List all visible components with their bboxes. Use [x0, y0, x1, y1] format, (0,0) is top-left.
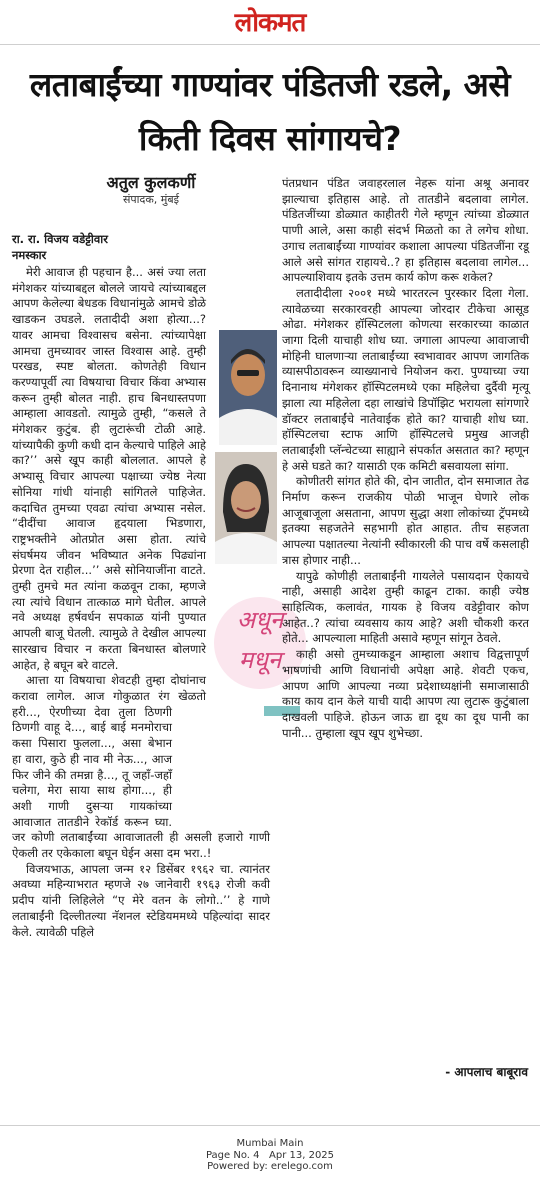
right-column [282, 176, 529, 741]
page-date: Page No. 4 Apr 13, 2025 [205, 1149, 335, 1161]
salutation [12, 232, 267, 263]
article-headline: लताबाईंच्या गाण्यांवर पंडितजी रडले, असे किती दिवस सांगायचे? [29, 65, 511, 158]
addressee: रा. रा. विजय वडेट्टीवार [12, 232, 108, 246]
signoff: - आपलाच बाबूराव [445, 1065, 528, 1079]
byline [26, 173, 276, 207]
masthead [0, 8, 540, 38]
paragraph: विजयभाऊ, आपला जन्म १२ डिसेंबर १९६२ चा. त्यानंतर अवघ्या महिन्याभरात म्हणजे २७ जानेवारी १९६३ रोजी कवी प्रदीप यांनी लिहिलेले “ए मेरे वतन के लोगो..’’ हे गाणे लताबाईंनी दिल्लीतल्या नॅशनल स्टेडियममध्ये पहिल्यांदा सादर केले. त्यावेळी पहिले [12, 861, 270, 939]
paragraph: यापुढे कोणीही लताबाईंनी गायलेले पसायदान ऐकायचे नाही, असाही आदेश तुम्ही काढून टाका. काही ज्येष्ठ साहित्यिक, कलावंत, गायक हे विजय वडेट्टीवार कोण आहेत..? त्यांचा व्यवसाय काय आहे? अशी चौकशी करत होते... आपल्याला माहिती असावे म्हणून सांगून ठेवले. [282, 568, 529, 646]
powered-by: Powered by: erelego.com [207, 1161, 333, 1172]
paragraph: आत्ता या विषयाचा शेवटही तुम्हा दोघांनाच करावा लागेल. आज गोकुळात रंग खेळतो हरी..., ऐरणीच्या देवा तुला ठिणगी ठिणगी वाहू दे..., बाई बाई मनमोराचा कसा पिसारा फुलला..., असा बेभान हा वारा, कुठे ही नाव मी नेऊ..., आज फिर जीने की तमन्ना है..., तू जहाँ-जहाँ चलेगा, मेरा साया साथ होगा..., ही अशी गाणी दुसऱ्या गायकांच्या आवाजात तातडीने रेकॉर्ड करून घ्या. जर कोणी लताबाईंच्या आवाजातली ही असली हजारो गाणी ऐकली तर एकेकाला बघून घेईन असा दम भरा..! [12, 673, 270, 861]
paragraph: लतादीदीला २००१ मध्ये भारतरत्न पुरस्कार दिला गेला. त्यावेळच्या सरकारवरही आपल्या जोरदार टीकेचा आसूड ओढा. मंगेशकर हॉस्पिटलला कोणत्या सरकारच्या काळात जागा दिली याचाही शोध घ्या. जगाला आपल्या आवाजाची मोहिनी घालणाऱ्या लताबाईंच्या स्वभावावर आपण जागतिक व्यासपीठावरून व्याख्यानाचे नियोजन करा. पुण्याच्या ज्या दिनानाथ मंगेशकर हॉस्पिटलमध्ये एका महिलेचा दुर्दैवी मृत्यू झाला त्या महिलेला दहा लाखांचे डिपॉझिट भरायला सांगणारे डॉक्टर लताबाईंचे नातेवाईक होते का? याचाही शोध घ्या. हॉस्पिटलचा स्टाफ आणि हॉस्पिटलचे प्रमुख आजही लताबाईंशी प्लॅन्चेटच्या साह्याने संपर्कात असतात का? म्हणून हे असे घडते का? यासाठी एक कमिटी बसवायला सांगा. [282, 285, 529, 473]
author-role: संपादक, मुंबई [122, 193, 180, 206]
column-title: अधून मधून [236, 606, 284, 674]
footer-divider [0, 1125, 540, 1126]
photo-spacer [206, 327, 270, 717]
page-footer [0, 1138, 540, 1173]
paragraph: कोणीतरी सांगत होते की, दोन जातीत, दोन समाजात तेढ निर्माण करून राजकीय पोळी भाजून घेणारे लोक आजूबाजूला असताना, आपण सुद्धा अशा लोकांच्या ट्रॅपमध्ये इतक्या सहजतेने सहभागी होत आहात. तीच सहजता आपल्या पक्षातल्या नेत्यांनी स्वीकारली की पाच वर्षे कसलाही त्रास होणार नाही... [282, 474, 529, 567]
left-column [12, 265, 270, 940]
paragraph: काही असो तुमच्याकडून आम्हाला अशाच विद्वत्तापूर्ण भाषणांची आणि विधानांची अपेक्षा आहे. शेवटी एकच, आपण आणि आपल्या नव्या प्रदेशाध्यक्षांनी समाजासाठी काय काय दान केले याची यादी आपण त्या लुटारू कुटुंबाला दाखवली पाहिजे. होऊन जाऊ द्या दूध का दूध पानी का पानी... तुम्हाला खूप खूप शुभेच्छा. [282, 647, 529, 740]
paragraph: मेरी आवाज ही पहचान है... असं ज्या लता मंगेशकर यांच्याबद्दल बोलले जायचे त्यांच्याबद्दल आपण केलेल्या बेधडक विधानांमुळे आमचे डोळे खाडकन उघडले. लतादीदी अशा होत्या...? यावर आमचा विश्वासच बसेना. त्यांच्यापेक्षा आमचा तुमच्यावर जास्त विश्वास आहे. तुम्ही परखड, स्पष्ट बोलता. कोणतेही विधान करण्यापूर्वी त्या विषयाचा विचार किंवा अभ्यास करून तुम्ही बोलत नाही. हाच बिनधास्तपणा आम्हाला आवडतो. त्यामुळे तुम्ही, “कसले ते मंगेशकर कुटुंब. ही लुटारूंची टोळी आहे. यांच्यापैकी कुणी कधी दान केल्याचे पाहिले आहे का?’’ असे खूप काही बोललात. आपले हे अभ्यासू विचार आपल्या पक्षाच्या ज्येष्ठ नेत्या सोनिया गांधी यांनाही सांगितले पाहिजेत. कदाचित तुमच्या एवढा त्यांचा अभ्यास नसेल. “दीदींचा आवाज हृदयाला भिडणारा, राष्ट्रभक्तीने ओतप्रोत असा होता. त्यांचे संघर्षमय जीवन भविष्यात अनेक पिढ्यांना प्रेरणा देत राहील...’’ असे सोनियाजींना वाटते. तुम्ही तुमचे मत त्यांना कळवून टाका, म्हणजे त्या त्यांचे विधान तात्काळ मागे घेतील. आपले नवे अध्यक्ष हर्षवर्धन सपकाळ यांनी पुण्यात आपली बाजू घेतली. त्यामुळे ते देखील आपल्या सारखाच विचार न करता बिनधास्त बोलणारे आहेत, हे बघून बरे वाटले. [12, 265, 206, 672]
graphic-spacer [172, 717, 270, 817]
edition-name: Mumbai Main [236, 1138, 304, 1149]
newspaper-logo: लोकमत [234, 8, 306, 38]
masthead-divider [0, 44, 540, 45]
paragraph: पंतप्रधान पंडित जवाहरलाल नेहरू यांना अश्रू अनावर झाल्याचा इतिहास आहे. तो तातडीने बदलावा लागेल. पंडितजींच्या डोळ्यात काहीतरी गेले म्हणून त्यांच्या डोळ्यात पाणी आले, असा काही संदर्भ मिळतो का ते लगेच शोधा. उगाच लताबाईंच्या गाण्यांवर कशाला आपल्या पंडितजींना रडू आले असे सांगत राहायचे..? हा इतिहास बदलावा लागेल... आपल्याशिवाय इतके उत्तम कार्य कोण करू शकेल? [282, 176, 529, 285]
greeting: नमस्कार [12, 247, 47, 262]
author-name: अतुल कुलकर्णी [106, 173, 196, 192]
